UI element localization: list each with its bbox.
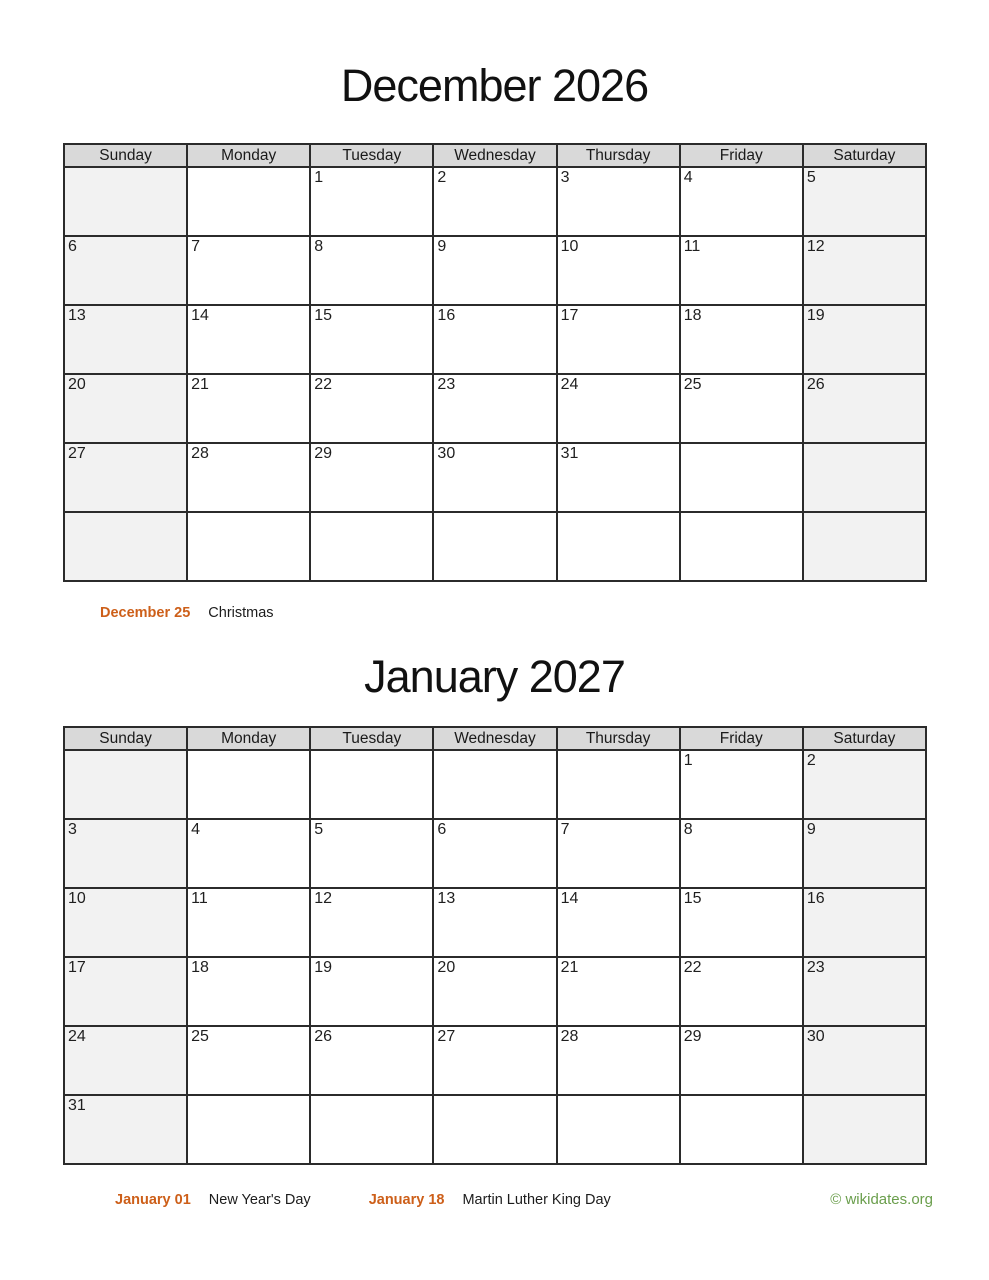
day-cell: 30 — [433, 443, 556, 512]
weekday-header-friday: Friday — [680, 144, 803, 167]
empty-day-cell — [64, 167, 187, 236]
day-cell: 22 — [310, 374, 433, 443]
day-cell: 4 — [680, 167, 803, 236]
day-cell: 13 — [433, 888, 556, 957]
day-cell: 16 — [803, 888, 926, 957]
calendar-week-row — [64, 957, 926, 1026]
day-cell: 31 — [557, 443, 680, 512]
day-cell: 17 — [557, 305, 680, 374]
day-cell: 5 — [310, 819, 433, 888]
day-cell: 24 — [64, 1026, 187, 1095]
empty-day-cell — [803, 443, 926, 512]
footer-holiday-item — [115, 1192, 311, 1208]
day-cell: 3 — [557, 167, 680, 236]
holiday-date: January 18 — [368, 1192, 445, 1208]
weekday-header-monday: Monday — [187, 727, 310, 750]
weekday-header-monday: Monday — [187, 144, 310, 167]
day-cell: 16 — [433, 305, 556, 374]
day-cell: 26 — [310, 1026, 433, 1095]
day-cell: 17 — [64, 957, 187, 1026]
day-cell: 22 — [680, 957, 803, 1026]
day-cell: 7 — [557, 819, 680, 888]
day-cell: 6 — [433, 819, 556, 888]
empty-day-cell — [64, 512, 187, 581]
weekday-header-friday: Friday — [680, 727, 803, 750]
empty-day-cell — [433, 750, 556, 819]
holiday-note-december — [100, 605, 927, 621]
day-cell: 1 — [680, 750, 803, 819]
day-cell: 4 — [187, 819, 310, 888]
empty-day-cell — [680, 1095, 803, 1164]
empty-day-cell — [433, 512, 556, 581]
calendar-header-december — [64, 144, 926, 167]
calendar-week-row — [64, 374, 926, 443]
day-cell: 5 — [803, 167, 926, 236]
footer-holiday-item — [369, 1192, 611, 1208]
calendar-january — [63, 726, 927, 1165]
empty-day-cell — [310, 750, 433, 819]
day-cell: 7 — [187, 236, 310, 305]
day-cell: 11 — [680, 236, 803, 305]
day-cell: 21 — [187, 374, 310, 443]
month-title-december: December 2026 — [340, 60, 649, 111]
day-cell: 9 — [433, 236, 556, 305]
holiday-name: New Year's Day — [208, 1192, 311, 1208]
day-cell: 21 — [557, 957, 680, 1026]
day-cell: 27 — [64, 443, 187, 512]
day-cell: 28 — [187, 443, 310, 512]
holiday-name: Martin Luther King Day — [462, 1192, 611, 1208]
day-cell: 20 — [433, 957, 556, 1026]
empty-day-cell — [557, 750, 680, 819]
empty-day-cell — [557, 1095, 680, 1164]
weekday-header-row — [64, 144, 926, 167]
weekday-header-saturday: Saturday — [803, 144, 926, 167]
calendar-week-row — [64, 167, 926, 236]
calendar-week-row — [64, 1095, 926, 1164]
day-cell: 23 — [433, 374, 556, 443]
month-title-january: January 2027 — [364, 651, 625, 702]
empty-day-cell — [680, 512, 803, 581]
empty-day-cell — [310, 512, 433, 581]
day-cell: 25 — [680, 374, 803, 443]
day-cell: 29 — [310, 443, 433, 512]
empty-day-cell — [310, 1095, 433, 1164]
day-cell: 14 — [557, 888, 680, 957]
holiday-date: January 01 — [115, 1192, 191, 1208]
day-cell: 11 — [187, 888, 310, 957]
calendar-header-january — [64, 727, 926, 750]
day-cell: 24 — [557, 374, 680, 443]
weekday-header-thursday: Thursday — [557, 727, 680, 750]
empty-day-cell — [557, 512, 680, 581]
day-cell: 23 — [803, 957, 926, 1026]
day-cell: 3 — [64, 819, 187, 888]
day-cell: 18 — [187, 957, 310, 1026]
calendar-body-january — [64, 750, 926, 1164]
day-cell: 19 — [310, 957, 433, 1026]
weekday-header-tuesday: Tuesday — [310, 144, 433, 167]
day-cell: 13 — [64, 305, 187, 374]
empty-day-cell — [803, 512, 926, 581]
empty-day-cell — [187, 1095, 310, 1164]
day-cell: 15 — [310, 305, 433, 374]
weekday-header-row — [64, 727, 926, 750]
holiday-date: December 25 — [100, 605, 191, 621]
day-cell: 19 — [803, 305, 926, 374]
weekday-header-sunday: Sunday — [64, 144, 187, 167]
day-cell: 31 — [64, 1095, 187, 1164]
day-cell: 26 — [803, 374, 926, 443]
weekday-header-thursday: Thursday — [557, 144, 680, 167]
day-cell: 14 — [187, 305, 310, 374]
day-cell: 10 — [64, 888, 187, 957]
calendar-week-row — [64, 1026, 926, 1095]
weekday-header-saturday: Saturday — [803, 727, 926, 750]
calendar-week-row — [64, 888, 926, 957]
day-cell: 30 — [803, 1026, 926, 1095]
day-cell: 20 — [64, 374, 187, 443]
empty-day-cell — [433, 1095, 556, 1164]
day-cell: 6 — [64, 236, 187, 305]
calendar-week-row — [64, 750, 926, 819]
day-cell: 15 — [680, 888, 803, 957]
day-cell: 12 — [803, 236, 926, 305]
day-cell: 29 — [680, 1026, 803, 1095]
footer-holidays — [115, 1191, 933, 1208]
empty-day-cell — [187, 750, 310, 819]
day-cell: 12 — [310, 888, 433, 957]
weekday-header-wednesday: Wednesday — [433, 727, 556, 750]
holiday-name: Christmas — [208, 605, 274, 621]
day-cell: 27 — [433, 1026, 556, 1095]
day-cell: 1 — [310, 167, 433, 236]
calendar-week-row — [64, 236, 926, 305]
weekday-header-tuesday: Tuesday — [310, 727, 433, 750]
calendar-week-row — [64, 305, 926, 374]
empty-day-cell — [187, 167, 310, 236]
calendar-week-row — [64, 443, 926, 512]
day-cell: 8 — [310, 236, 433, 305]
day-cell: 28 — [557, 1026, 680, 1095]
calendar-week-row — [64, 512, 926, 581]
day-cell: 25 — [187, 1026, 310, 1095]
day-cell: 8 — [680, 819, 803, 888]
empty-day-cell — [803, 1095, 926, 1164]
calendar-week-row — [64, 819, 926, 888]
day-cell: 18 — [680, 305, 803, 374]
weekday-header-sunday: Sunday — [64, 727, 187, 750]
empty-day-cell — [64, 750, 187, 819]
day-cell: 9 — [803, 819, 926, 888]
calendar-december — [63, 143, 927, 582]
day-cell: 10 — [557, 236, 680, 305]
day-cell: 2 — [433, 167, 556, 236]
empty-day-cell — [187, 512, 310, 581]
empty-day-cell — [680, 443, 803, 512]
day-cell: 2 — [803, 750, 926, 819]
wikidates-copyright-link[interactable]: © wikidates.org — [830, 1191, 933, 1208]
weekday-header-wednesday: Wednesday — [433, 144, 556, 167]
calendar-body-december — [64, 167, 926, 581]
